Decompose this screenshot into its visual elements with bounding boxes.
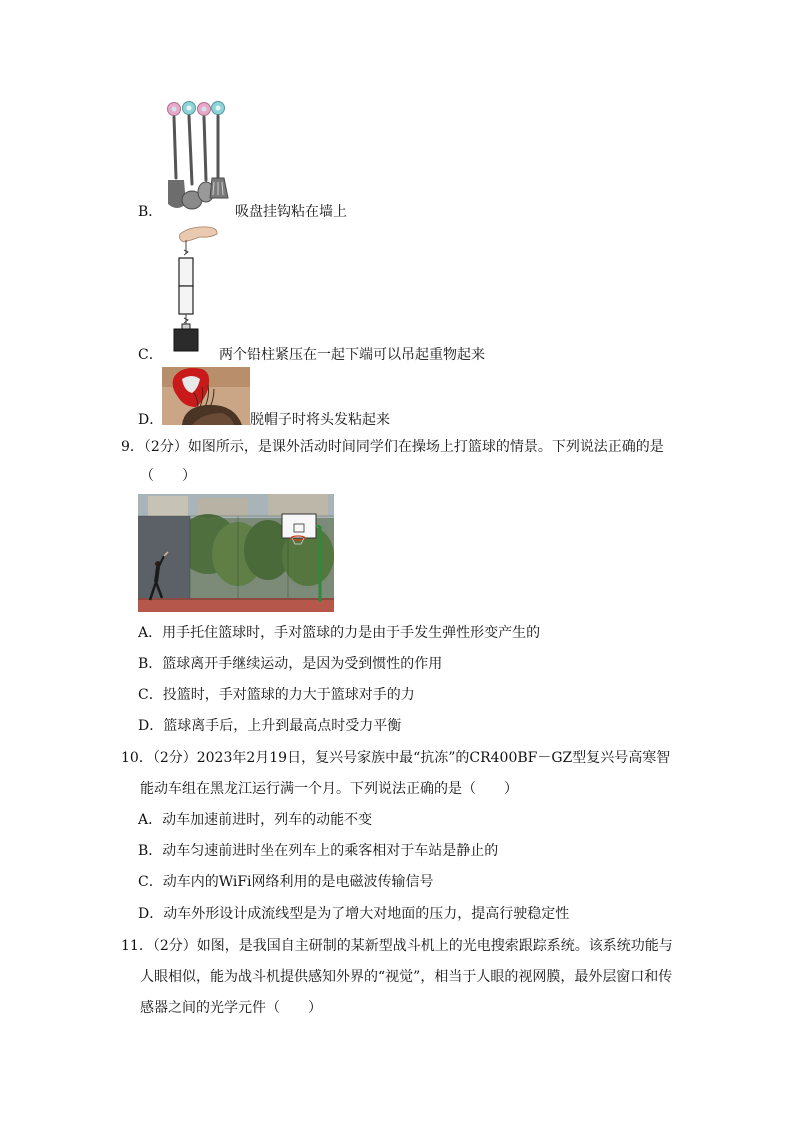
q10-option-d: D．动车外形设计成流线型是为了增大对地面的压力，提高行驶稳定性 [138,906,570,922]
lead-cylinder-top [179,258,193,286]
q8-option-b-text: 吸盘挂钩粘在墙上 [235,204,347,220]
q9-option-b: B．篮球离开手继续运动，是因为受到惯性的作用 [138,656,443,672]
lead-cylinder-bottom [179,286,193,314]
q9-stem-line1: 9．（2分）如图所示，是课外活动时间同学们在操场上打篮球的情景。下列说法正确的是 [121,439,664,455]
q8-option-b [138,203,162,221]
q10-option-a: A．动车加速前进时，列车的动能不变 [138,812,373,828]
q8-option-d-text: 脱帽子时将头发粘起来 [250,412,390,428]
q9-option-d: D．篮球离手后，上升到最高点时受力平衡 [138,718,402,734]
q8-option-d [138,411,163,429]
hand [180,227,218,242]
backboard [282,514,316,538]
lead-cylinders-figure [170,224,220,352]
q11-stem-line1: 11．（2分）如图，是我国自主研制的某新型战斗机上的光电搜索跟踪系统。该系统功能与 [121,938,673,954]
utensil-handles [174,116,218,184]
suction-cups [168,102,225,116]
weight-block [174,329,198,351]
q8-option-c-text: 两个铅柱紧压在一起下端可以吊起重物起来 [219,347,485,363]
q9-option-c: C．投篮时，手对篮球的力大于篮球对手的力 [138,687,415,703]
q10-stem-line2: 能动车组在黑龙江运行满一个月。下列说法正确的是（ ） [140,781,518,797]
q9-stem-line2: （ ） [140,468,196,484]
q8-option-c [138,346,163,364]
q10-option-b: B．动车匀速前进时坐在列车上的乘客相对于车站是静止的 [138,843,499,859]
q11-stem-line2: 人眼相似，能为战斗机提供感知外界的“视觉”，相当于人眼的视网膜，最外层窗口和传 [140,969,673,985]
option-letter: C． [138,347,163,363]
option-letter: D． [138,412,164,428]
court-ground [138,598,334,612]
basketball-court-photo [138,494,334,612]
q9-option-a: A．用手托住篮球时，手对篮球的力是由于手发生弹性形变产生的 [138,625,541,641]
hat-hair-static-figure [162,367,250,425]
option-letter: B． [138,204,163,220]
q11-stem-line3: 感器之间的光学元件（ ） [140,1000,322,1016]
q10-option-c: C．动车内的WiFi网络利用的是电磁波传输信号 [138,874,434,890]
turner-head [210,178,228,198]
q10-stem-line1: 10．（2分）2023年2月19日，复兴号家族中最“抗冻”的CR400BF－GZ型复兴号高寒智 [121,750,671,766]
suction-hook-utensils-figure [162,100,234,214]
